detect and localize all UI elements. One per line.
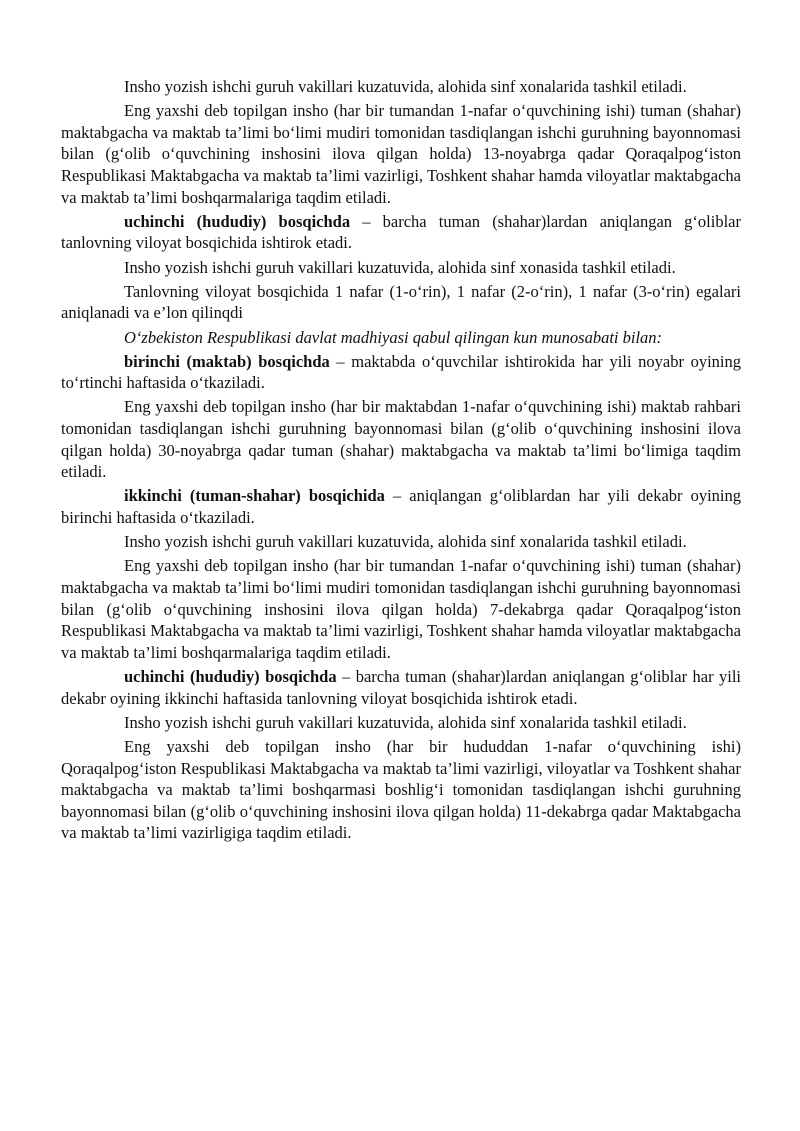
paragraph [61, 76, 741, 98]
paragraph [61, 100, 741, 208]
paragraph [61, 327, 741, 349]
paragraph [61, 531, 741, 553]
paragraph [61, 281, 741, 324]
paragraph-text: Insho yozish ishchi guruh vakillari kuzatuvida, alohida sinf xonasida tashkil etiladi. [124, 257, 676, 277]
paragraph [61, 211, 741, 254]
paragraph-text: Insho yozish ishchi guruh vakillari kuzatuvida, alohida sinf xonalarida tashkil etiladi. [124, 532, 687, 552]
paragraph [61, 555, 741, 663]
paragraph [61, 396, 741, 482]
stage-heading: birinchi (maktab) bosqichda [124, 351, 330, 371]
paragraph-text: Eng yaxshi deb topilgan insho (har bir maktabdan 1-nafar o‘quvchining ishi) maktab rahbari tomonidan tasdiqlangan ishchi guruhning bayonnomasi bilan (g‘olib o‘quvchining inshosini ilova qilgan holda) 30-noyabrga qadar tuman (shahar) maktabgacha va maktab ta’limi bo‘limiga taqdim etiladi. [61, 397, 741, 482]
paragraph-text: – aniqlangan g‘oliblardan har yili dekabr oyining birinchi haftasida o‘tkaziladi. [61, 486, 741, 528]
paragraph [61, 351, 741, 394]
stage-heading: uchinchi (hududiy) bosqichda [124, 666, 337, 686]
paragraph-text: Eng yaxshi deb topilgan insho (har bir tumandan 1-nafar o‘quvchining ishi) tuman (shahar) maktabgacha va maktab ta’limi bo‘limi mudiri tomonidan tasdiqlangan ishchi guruhning bayonnomasi bilan (g‘olib o‘quvchining inshosini ilova qilgan holda) 7-dekabrga qadar Qoraqalpog‘iston Respublikasi Maktabgacha va maktab ta’limi vazirligi, Toshkent shahar hamda viloyatlar maktabgacha va maktab ta’limi boshqarmalariga taqdim etiladi. [61, 556, 741, 662]
paragraph [61, 666, 741, 709]
paragraph-text: Eng yaxshi deb topilgan insho (har bir tumandan 1-nafar o‘quvchining ishi) tuman (shahar) maktabgacha va maktab ta’limi bo‘limi mudiri tomonidan tasdiqlangan ishchi guruhning bayonnomasi bilan (g‘olib o‘quvchining inshosini ilova qilgan holda) 13-noyabrga qadar Qoraqalpog‘iston Respublikasi Maktabgacha va maktab ta’limi vazirligi, Toshkent shahar hamda viloyatlar maktabgacha va maktab ta’limi boshqarmalariga taqdim etiladi. [61, 101, 741, 207]
stage-heading: uchinchi (hududiy) bosqichda [124, 211, 351, 231]
paragraph-text: – barcha tuman (shahar)lardan aniqlangan g‘oliblar tanlovning viloyat bosqichida ishtirok etadi. [61, 211, 741, 253]
paragraph-text: Insho yozish ishchi guruh vakillari kuzatuvida, alohida sinf xonalarida tashkil etiladi. [124, 712, 687, 732]
stage-heading: ikkinchi (tuman-shahar) bosqichida [124, 486, 385, 506]
paragraph-text: – barcha tuman (shahar)lardan aniqlangan g‘oliblar har yili dekabr oyining ikkinchi haftasida tanlovning viloyat bosqichida ishtirok etadi. [61, 666, 741, 708]
paragraph-text: Tanlovning viloyat bosqichida 1 nafar (1-o‘rin), 1 nafar (2-o‘rin), 1 nafar (3-o‘rin) egalari aniqlanadi va e’lon qilinqdi [61, 281, 741, 323]
paragraph [61, 736, 741, 844]
paragraph-text: Insho yozish ishchi guruh vakillari kuzatuvida, alohida sinf xonalarida tashkil etiladi. [124, 77, 687, 96]
paragraph [61, 712, 741, 734]
paragraph-text: – maktabda o‘quvchilar ishtirokida har yili noyabr oyining to‘rtinchi haftasida o‘tkaziladi. [61, 351, 742, 393]
paragraph [61, 257, 741, 279]
section-intro: O‘zbekiston Respublikasi davlat madhiyasi qabul qilingan kun munosabati bilan: [124, 327, 663, 347]
document-body [61, 76, 741, 847]
paragraph-text: Eng yaxshi deb topilgan insho (har bir hududdan 1-nafar o‘quvchining ishi) Qoraqalpog‘iston Respublikasi Maktabgacha va maktab ta’limi vazirligi, viloyatlar va Toshkent shahar maktabgacha va maktab ta’limi boshqarmasi boshlig‘i tomonidan tasdiqlangan ishchi guruhning bayonnomasi bilan (g‘olib o‘quvchining inshosini ilova qilgan holda) 11-dekabrga qadar Maktabgacha va maktab ta’limi vazirligiga taqdim etiladi. [61, 736, 741, 843]
paragraph [61, 485, 741, 528]
